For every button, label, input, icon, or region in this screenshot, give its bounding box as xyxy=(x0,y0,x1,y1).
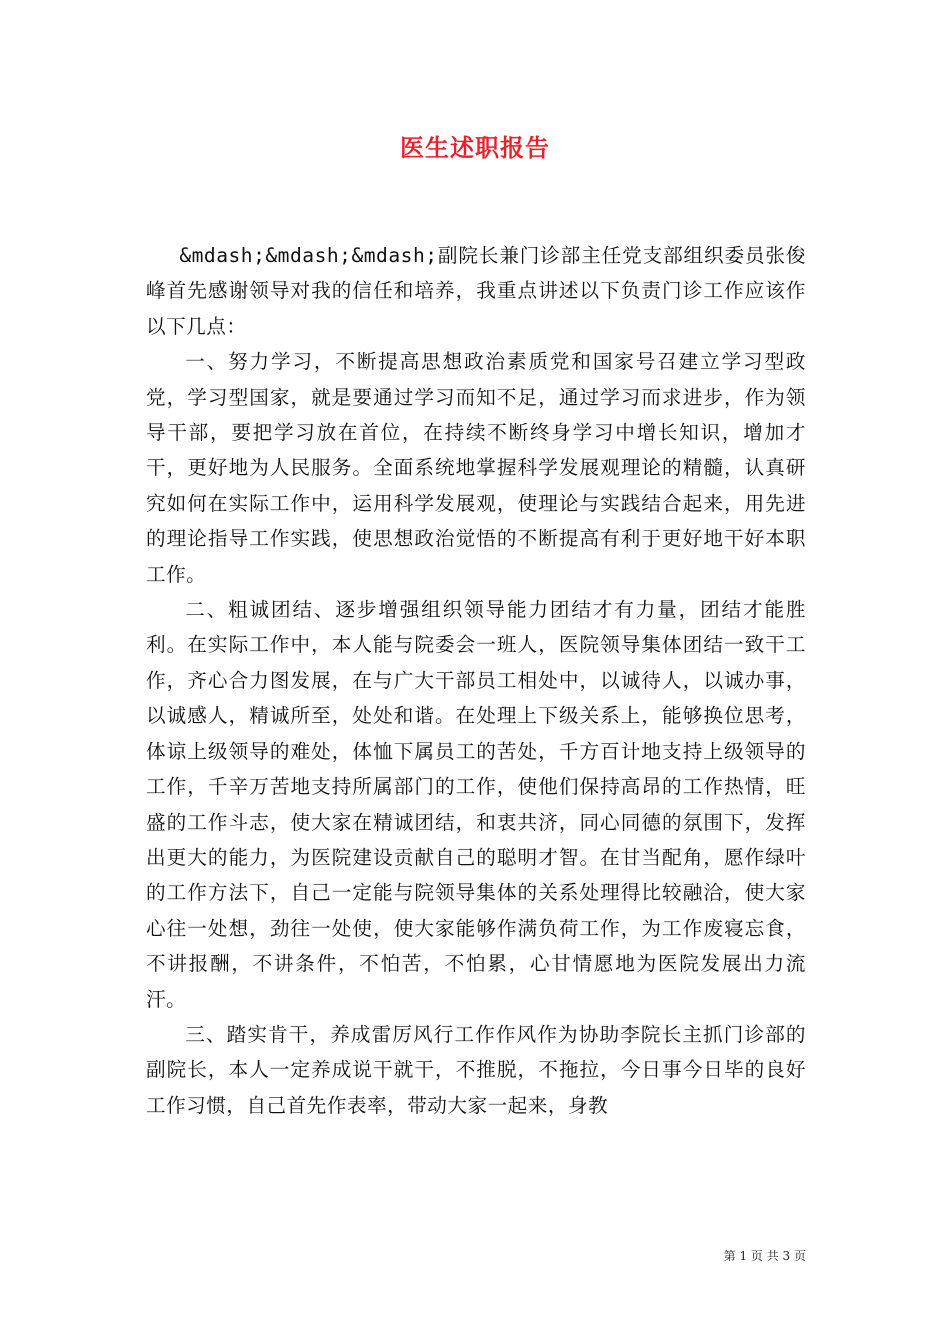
intro-paragraph: &mdash;&mdash;&mdash;副院长兼门诊部主任党支部组织委员张俊峰首先感谢领导对我的信任和培养，我重点讲述以下负责门诊工作应该作以下几点： xyxy=(146,244,806,338)
section-2-paragraph: 二、粗诚团结、逐步增强组织领导能力团结才有力量，团结才能胜利。在实际工作中，本人能与院委会一班人，医院领导集体团结一致干工作，齐心合力图发展，在与广大干部员工相处中，以诚待人，以诚办事，以诚感人，精诚所至，处处和谐。在处理上下级关系上，能够换位思考，体谅上级领导的难处，体恤下属员工的苦处，千方百计地支持上级领导的工作，千辛万苦地支持所属部门的工作，使他们保持高昂的工作热情，旺盛的工作斗志，使大家在精诚团结，和衷共济，同心同德的氛围下，发挥出更大的能力，为医院建设贡献自己的聪明才智。在甘当配角，愿作绿叶的工作方法下，自己一定能与院领导集体的关系处理得比较融洽，使大家心往一处想，劲往一处使，使大家能够作满负荷工作，为工作废寝忘食，不讲报酬，不讲条件，不怕苦，不怕累，心甘情愿地为医院发展出力流汗。 xyxy=(146,598,806,1011)
section-3-paragraph: 三、踏实肯干，养成雷厉风行工作作风作为协助李院长主抓门诊部的副院长，本人一定养成说干就干，不推脱，不拖拉，今日事今日毕的良好工作习惯，自己首先作表率，带动大家一起来，身教 xyxy=(146,1022,806,1117)
document-title: 医生述职报告 xyxy=(400,134,550,162)
document-body xyxy=(146,238,806,1123)
section-1-paragraph: 一、努力学习，不断提高思想政治素质党和国家号召建立学习型政党，学习型国家，就是要通过学习而知不足，通过学习而求进步，作为领导干部，要把学习放在首位，在持续不断终身学习中增长知识，增加才干，更好地为人民服务。全面系统地掌握科学发展观理论的精髓，认真研究如何在实际工作中，运用科学发展观，使理论与实践结合起来，用先进的理论指导工作实践，使思想政治觉悟的不断提高有利于更好地干好本职工作。 xyxy=(146,350,806,586)
page-number-footer: 第 1 页 共 3 页 xyxy=(723,1249,806,1263)
